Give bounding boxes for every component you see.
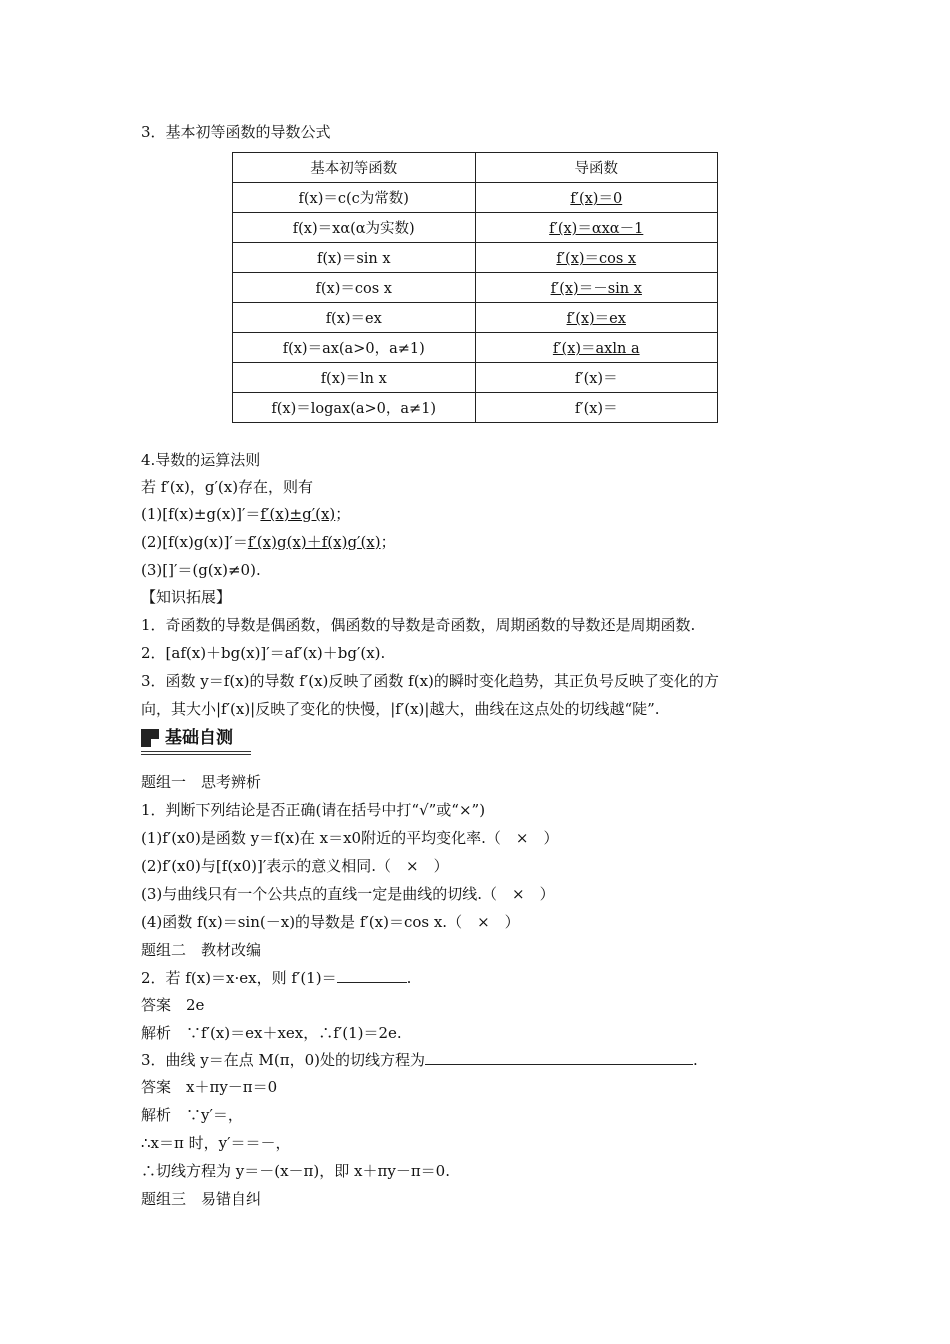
rule-2-end: ； xyxy=(380,533,396,551)
table-cell-derivative: f′(x)＝0 xyxy=(475,183,718,213)
table-row xyxy=(233,333,718,363)
rule-1-rhs: f′(x)±g′(x) xyxy=(260,505,336,523)
knowledge-item-2: 2．[af(x)＋bg(x)]′＝af′(x)＋bg′(x). xyxy=(141,644,386,662)
table-cell-derivative: f′(x)＝ex xyxy=(475,303,718,333)
knowledge-title: 【知识拓展】 xyxy=(141,588,232,606)
table-cell-derivative: f′(x)＝cos x xyxy=(475,243,718,273)
table-header-derivative: 导函数 xyxy=(475,153,718,183)
table-header-function: 基本初等函数 xyxy=(233,153,476,183)
table-cell-function: f(x)＝ax(a>0，a≠1) xyxy=(233,333,476,363)
table-row xyxy=(233,243,718,273)
square-block-icon xyxy=(141,729,159,747)
question-3 xyxy=(141,1050,698,1070)
table-row xyxy=(233,303,718,333)
table-row xyxy=(233,213,718,243)
rule-3: (3)[]′＝(g(x)≠0). xyxy=(141,561,261,579)
table-row xyxy=(233,183,718,213)
table-cell-derivative: f′(x)＝ xyxy=(475,393,718,423)
knowledge-item-3-line-2: 向，其大小|f′(x)|反映了变化的快慢，|f′(x)|越大，曲线在这点处的切线越“陡”. xyxy=(141,700,660,718)
table-row xyxy=(233,273,718,303)
table-cell-function: f(x)＝cos x xyxy=(233,273,476,303)
table-cell-function: f(x)＝ex xyxy=(233,303,476,333)
rule-2-rhs: f′(x)g(x)＋f(x)g′(x) xyxy=(247,533,381,551)
banner-divider xyxy=(141,751,251,752)
knowledge-item-1: 1．奇函数的导数是偶函数，偶函数的导数是奇函数，周期函数的导数还是周期函数. xyxy=(141,616,696,634)
table-cell-derivative: f′(x)＝ xyxy=(475,363,718,393)
answer-blank-3 xyxy=(425,1050,693,1065)
table-cell-derivative: f′(x)＝αxα－1 xyxy=(475,213,718,243)
table-header-row xyxy=(233,153,718,183)
table-cell-function: f(x)＝logax(a>0，a≠1) xyxy=(233,393,476,423)
question-2-text: 2．若 f(x)＝x·ex，则 f′(1)＝ xyxy=(141,969,337,987)
table-cell-function: f(x)＝c(c为常数) xyxy=(233,183,476,213)
analysis-2: 解析 ∵f′(x)＝ex＋xex，∴f′(1)＝2e. xyxy=(141,1024,402,1042)
analysis-3-line-2: ∴x＝π 时，y′＝＝－， xyxy=(141,1134,291,1152)
question-1: 1．判断下列结论是否正确(请在括号中打“√”或“×”) xyxy=(141,801,486,819)
table-row xyxy=(233,363,718,393)
table-cell-function: f(x)＝xα(α为实数) xyxy=(233,213,476,243)
group-3-title: 题组三 易错自纠 xyxy=(141,1190,262,1208)
statement-1: (1)f′(x0)是函数 y＝f(x)在 x＝x0附近的平均变化率.（ × ） xyxy=(141,829,559,847)
question-3-text: 3．曲线 y＝在点 M(π，0)处的切线方程为 xyxy=(141,1051,426,1069)
section-banner xyxy=(141,727,251,752)
group-2-title: 题组二 教材改编 xyxy=(141,941,262,959)
banner-label: 基础自测 xyxy=(165,728,233,748)
section-3-title: 3．基本初等函数的导数公式 xyxy=(141,123,331,141)
table-row xyxy=(233,393,718,423)
table-cell-function: f(x)＝ln x xyxy=(233,363,476,393)
rule-1 xyxy=(141,504,350,524)
group-1-title: 题组一 思考辨析 xyxy=(141,773,262,791)
analysis-3-line-3: ∴切线方程为 y＝－(x－π)，即 x＋πy－π＝0. xyxy=(141,1162,450,1180)
statement-2: (2)f′(x0)与[f(x0)]′表示的意义相同.（ × ） xyxy=(141,857,449,875)
rule-2 xyxy=(141,532,396,552)
answer-3: 答案 x＋πy－π＝0 xyxy=(141,1078,278,1096)
section-4-title: 4.导数的运算法则 xyxy=(141,451,261,469)
derivative-formula-table xyxy=(232,152,718,423)
banner-divider-lower xyxy=(141,754,251,755)
rule-2-lhs: (2)[f(x)g(x)]′＝ xyxy=(141,533,248,551)
answer-blank-2 xyxy=(337,968,407,983)
table-cell-derivative: f′(x)＝axln a xyxy=(475,333,718,363)
section-4-intro: 若 f′(x)，g′(x)存在，则有 xyxy=(141,478,314,496)
question-3-end: . xyxy=(693,1051,698,1069)
rule-1-end: ； xyxy=(335,505,351,523)
statement-4: (4)函数 f(x)＝sin(－x)的导数是 f′(x)＝cos x.（ × ） xyxy=(141,913,520,931)
question-2 xyxy=(141,968,411,988)
analysis-3-line-1: 解析 ∵y′＝， xyxy=(141,1106,243,1124)
statement-3: (3)与曲线只有一个公共点的直线一定是曲线的切线.（ × ） xyxy=(141,885,555,903)
question-2-end: . xyxy=(406,969,412,987)
answer-2: 答案 2e xyxy=(141,996,205,1014)
table-cell-derivative: f′(x)＝－sin x xyxy=(475,273,718,303)
rule-1-lhs: (1)[f(x)±g(x)]′＝ xyxy=(141,505,261,523)
table-cell-function: f(x)＝sin x xyxy=(233,243,476,273)
knowledge-item-3-line-1: 3．函数 y＝f(x)的导数 f′(x)反映了函数 f(x)的瞬时变化趋势，其正负号反映了变化的方 xyxy=(141,672,719,690)
